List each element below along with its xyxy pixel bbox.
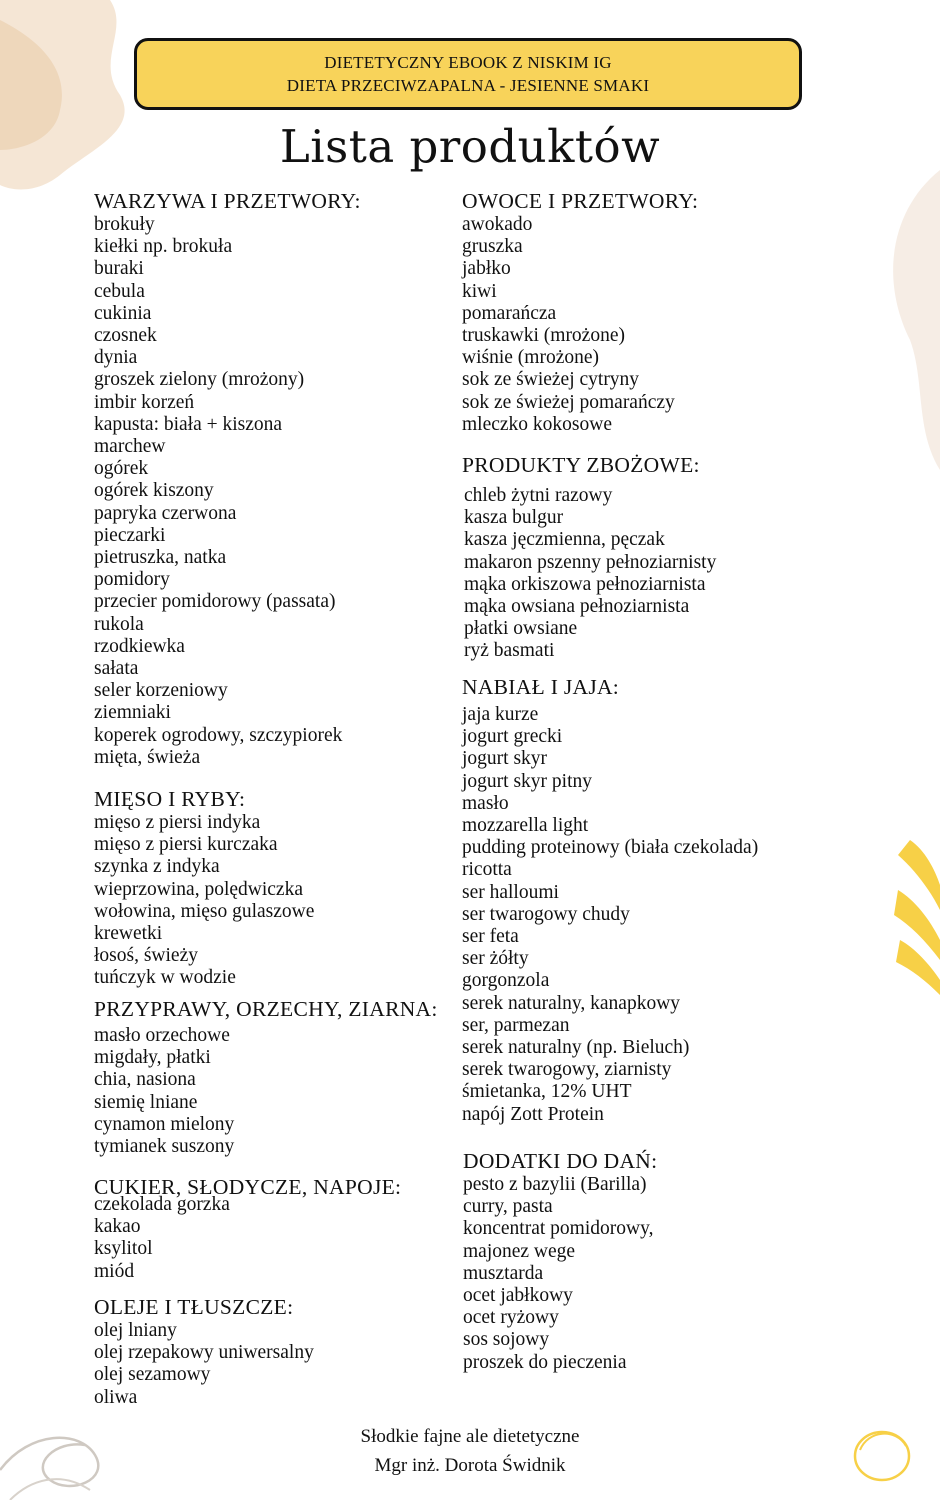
section-przyprawy	[94, 996, 438, 1158]
list-item: sok ze świeżej pomarańczy	[462, 391, 675, 413]
list-item: imbir korzeń	[94, 391, 195, 413]
item-list	[94, 812, 314, 990]
list-item: śmietanka, 12% UHT	[462, 1081, 632, 1103]
section-title: OWOCE I PRZETWORY:	[462, 189, 699, 213]
list-item: cukinia	[94, 302, 152, 324]
list-item: czekolada gorzka	[94, 1194, 230, 1215]
list-item: tymianek suszony	[94, 1136, 235, 1158]
section-nabial	[462, 674, 758, 1126]
list-item: wołowina, mięso gulaszowe	[94, 900, 315, 922]
list-item: sałata	[94, 658, 139, 680]
list-item: serek naturalny, kanapkowy	[462, 992, 681, 1014]
section-title: PRZYPRAWY, ORZECHY, ZIARNA:	[94, 997, 438, 1021]
banner-line-1: DIETETYCZNY EBOOK Z NISKIM IG	[324, 53, 612, 72]
list-item: ricotta	[462, 859, 512, 881]
list-item: szynka z indyka	[94, 856, 220, 878]
list-item: masło	[462, 792, 509, 814]
list-item: pudding proteinowy (biała czekolada)	[462, 837, 759, 859]
list-item: ogórek kiszony	[94, 480, 214, 502]
section-mieso	[94, 786, 314, 990]
section-zboza	[462, 452, 716, 663]
section-title: NABIAŁ I JAJA:	[462, 675, 620, 699]
list-item: rukola	[94, 613, 144, 635]
list-item: papryka czerwona	[94, 502, 237, 524]
list-item: kasza jęczmienna, pęczak	[464, 529, 665, 551]
list-item: mięso z piersi indyka	[94, 812, 261, 833]
list-item: mięso z piersi kurczaka	[94, 834, 278, 856]
list-item: proszek do pieczenia	[463, 1351, 627, 1373]
list-item: pomarańcza	[462, 302, 557, 324]
section-warzywa	[94, 188, 361, 769]
list-item: ryż basmati	[464, 640, 555, 662]
item-list	[462, 214, 698, 436]
list-item: cynamon mielony	[94, 1113, 235, 1135]
list-item: sok ze świeżej cytryny	[462, 369, 640, 391]
list-item: pomidory	[94, 569, 170, 591]
list-item: makaron pszenny pełnoziarnisty	[464, 551, 717, 573]
yellow-brush-strokes	[890, 830, 940, 1000]
list-item: koperek ogrodowy, szczypiorek	[94, 724, 343, 746]
list-item: kasza bulgur	[464, 507, 564, 529]
list-item: ser halloumi	[462, 881, 559, 903]
list-item: groszek zielony (mrożony)	[94, 369, 305, 391]
item-list	[463, 1174, 657, 1374]
list-item: ksylitol	[94, 1238, 153, 1260]
list-item: migdały, płatki	[94, 1047, 211, 1069]
list-item: kapusta: biała + kiszona	[94, 413, 283, 435]
section-title: MIĘSO I RYBY:	[94, 787, 246, 811]
list-item: dynia	[94, 347, 138, 369]
list-item: ser twarogowy chudy	[462, 903, 630, 925]
list-item: pesto z bazylii (Barilla)	[463, 1174, 647, 1195]
list-item: musztarda	[463, 1262, 544, 1284]
list-item: serek naturalny (np. Bieluch)	[462, 1037, 690, 1059]
section-oleje	[94, 1294, 314, 1409]
list-item: olej sezamowy	[94, 1364, 211, 1386]
list-item: płatki owsiane	[464, 618, 578, 640]
list-item: ziemniaki	[94, 702, 171, 724]
list-item: olej rzepakowy uniwersalny	[94, 1342, 314, 1364]
list-item: ogórek	[94, 458, 149, 480]
list-item: jogurt grecki	[462, 726, 563, 748]
list-item: jogurt skyr pitny	[462, 770, 592, 792]
section-title: PRODUKTY ZBOŻOWE:	[462, 453, 700, 477]
list-item: łosoś, świeży	[94, 945, 198, 967]
section-dodatki	[463, 1148, 657, 1374]
item-list	[94, 214, 361, 769]
list-item: ocet jabłkowy	[463, 1285, 573, 1307]
list-item: mozzarella light	[462, 815, 589, 837]
list-item: curry, pasta	[463, 1196, 553, 1218]
list-item: oliwa	[94, 1386, 138, 1408]
footer	[0, 1422, 940, 1480]
list-item: mleczko kokosowe	[462, 413, 613, 435]
section-title: CUKIER, SŁODYCZE, NAPOJE:	[94, 1175, 402, 1199]
list-item: tuńczyk w wodzie	[94, 967, 236, 989]
list-item: miód	[94, 1260, 135, 1282]
list-item: pietruszka, natka	[94, 547, 227, 569]
list-item: mąka owsiana pełnoziarnista	[464, 596, 690, 618]
list-item: kakao	[94, 1216, 141, 1238]
list-item: majonez wege	[463, 1240, 576, 1262]
list-item: cebula	[94, 280, 145, 302]
list-item: awokado	[462, 214, 533, 235]
list-item: ocet ryżowy	[463, 1307, 559, 1329]
list-item: napój Zott Protein	[462, 1103, 604, 1125]
list-item: ser feta	[462, 926, 519, 948]
item-list	[462, 704, 758, 1126]
list-item: siemię lniane	[94, 1091, 198, 1113]
list-item: czosnek	[94, 325, 157, 347]
list-item: buraki	[94, 258, 144, 280]
list-item: chleb żytni razowy	[464, 485, 613, 506]
header-banner	[134, 38, 802, 110]
list-item: jogurt skyr	[462, 748, 548, 770]
section-cukier	[94, 1174, 401, 1283]
list-item: przecier pomidorowy (passata)	[94, 591, 336, 613]
list-item: sos sojowy	[463, 1329, 550, 1351]
item-list	[94, 1025, 438, 1158]
page-title: Lista produktów	[279, 120, 661, 173]
list-item: chia, nasiona	[94, 1069, 196, 1091]
list-item: seler korzeniowy	[94, 680, 228, 702]
item-list	[94, 1320, 314, 1409]
list-item: kiełki np. brokuła	[94, 236, 233, 258]
footer-author: Mgr inż. Dorota Świdnik	[374, 1455, 566, 1476]
section-title: WARZYWA I PRZETWORY:	[94, 189, 361, 213]
list-item: serek twarogowy, ziarnisty	[462, 1059, 672, 1081]
section-owoce	[462, 188, 698, 436]
list-item: jabłko	[462, 258, 511, 280]
list-item: kiwi	[462, 280, 497, 302]
list-item: truskawki (mrożone)	[462, 325, 625, 347]
list-item: wiśnie (mrożone)	[462, 347, 599, 369]
list-item: brokuły	[94, 214, 155, 235]
list-item: koncentrat pomidorowy,	[463, 1218, 654, 1240]
list-item: gorgonzola	[462, 970, 550, 992]
list-item: rzodkiewka	[94, 635, 185, 657]
list-item: masło orzechowe	[94, 1025, 230, 1046]
list-item: ser, parmezan	[462, 1014, 570, 1036]
item-list	[94, 1194, 401, 1283]
banner-line-2: DIETA PRZECIWZAPALNA - JESIENNE SMAKI	[286, 76, 650, 95]
list-item: jaja kurze	[462, 704, 539, 725]
list-item: marchew	[94, 436, 166, 458]
footer-line-1: Słodkie fajne ale dietetyczne	[360, 1426, 580, 1447]
list-item: gruszka	[462, 236, 523, 258]
section-title: DODATKI DO DAŃ:	[463, 1149, 658, 1173]
list-item: olej lniany	[94, 1320, 177, 1341]
list-item: mąka orkiszowa pełnoziarnista	[464, 573, 706, 595]
list-item: pieczarki	[94, 524, 166, 546]
list-item: ser żółty	[462, 948, 529, 970]
item-list	[462, 485, 716, 663]
watercolor-splash-right	[820, 170, 940, 470]
list-item: mięta, świeża	[94, 746, 201, 768]
list-item: krewetki	[94, 923, 163, 945]
list-item: wieprzowina, polędwiczka	[94, 878, 303, 900]
section-title: OLEJE I TŁUSZCZE:	[94, 1295, 294, 1319]
